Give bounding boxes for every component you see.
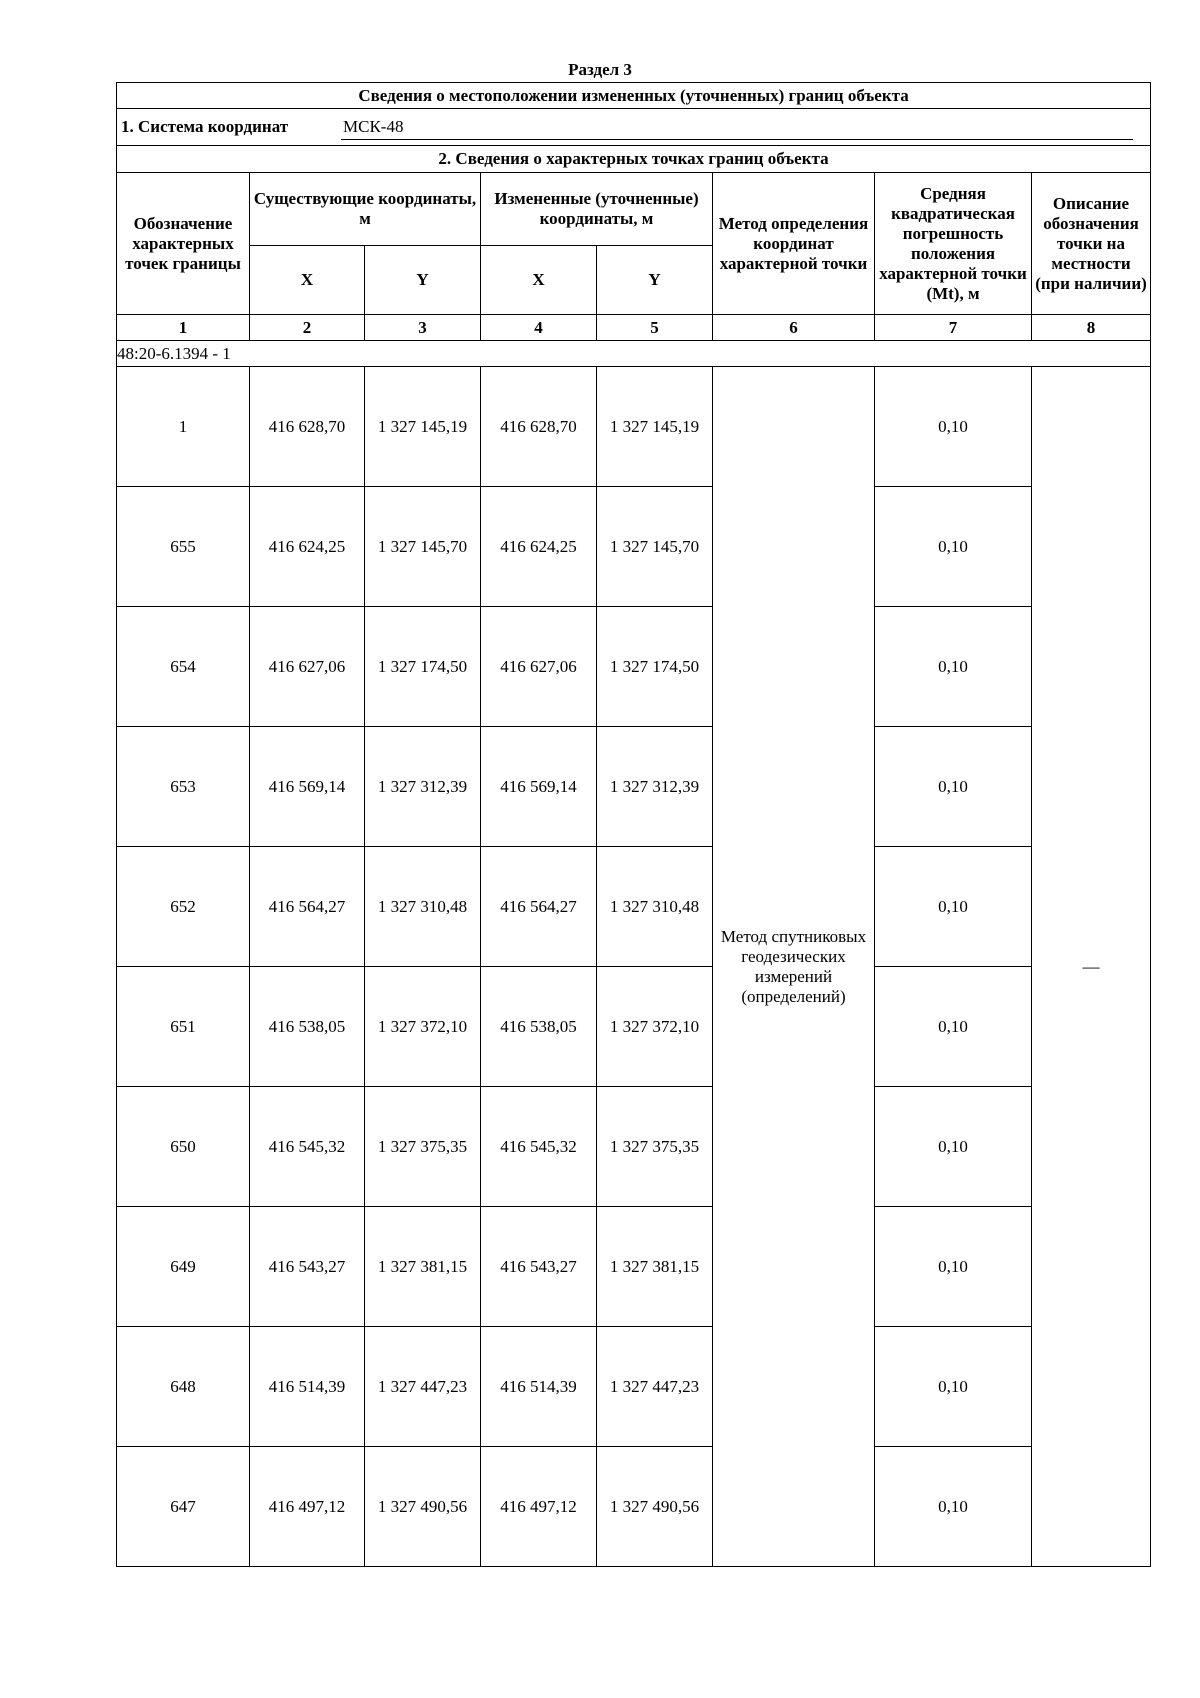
point-number: 651 [117,967,250,1087]
column-number: 3 [365,315,481,341]
point-number: 650 [117,1087,250,1207]
table-row [117,727,1151,847]
header-description: Описание обозначения точки на местности (при наличии) [1032,173,1151,315]
table-row [117,607,1151,727]
table-row [117,1327,1151,1447]
mse-value: 0,10 [875,607,1032,727]
mse-value: 0,10 [875,487,1032,607]
point-number: 647 [117,1447,250,1567]
changed-x: 416 497,12 [481,1447,597,1567]
changed-y: 1 327 372,10 [597,967,713,1087]
main-heading: Сведения о местоположении измененных (уточненных) границ объекта [117,83,1151,109]
existing-y: 1 327 375,35 [365,1087,481,1207]
header-changed-x: X [481,246,597,315]
changed-y: 1 327 375,35 [597,1087,713,1207]
header-changed-coords: Измененные (уточненные) координаты, м [481,173,713,246]
column-number: 6 [713,315,875,341]
mse-value: 0,10 [875,847,1032,967]
existing-x: 416 624,25 [250,487,365,607]
table-row [117,487,1151,607]
column-number: 8 [1032,315,1151,341]
description-cell: — [1032,367,1151,1567]
point-number: 654 [117,607,250,727]
existing-x: 416 538,05 [250,967,365,1087]
changed-y: 1 327 447,23 [597,1327,713,1447]
header-mse: Средняя квадратическая погрешность положения характерной точки (Mt), м [875,173,1032,315]
changed-y: 1 327 312,39 [597,727,713,847]
section-title: Раздел 3 [568,60,632,79]
coordinate-system-label: 1. Система координат [121,116,289,136]
existing-y: 1 327 372,10 [365,967,481,1087]
changed-x: 416 627,06 [481,607,597,727]
existing-y: 1 327 145,19 [365,367,481,487]
existing-x: 416 627,06 [250,607,365,727]
point-number: 655 [117,487,250,607]
header-changed-y: Y [597,246,713,315]
changed-y: 1 327 310,48 [597,847,713,967]
table-row [117,1207,1151,1327]
changed-x: 416 564,27 [481,847,597,967]
existing-y: 1 327 145,70 [365,487,481,607]
changed-y: 1 327 145,70 [597,487,713,607]
changed-y: 1 327 490,56 [597,1447,713,1567]
header-existing-coords: Существующие координаты, м [250,173,481,246]
method-cell: Метод спутниковых геодезических измерений (определений) [713,367,875,1567]
mse-value: 0,10 [875,727,1032,847]
mse-value: 0,10 [875,1087,1032,1207]
point-number: 1 [117,367,250,487]
existing-y: 1 327 381,15 [365,1207,481,1327]
changed-x: 416 624,25 [481,487,597,607]
header-point-designation: Обозначение характерных точек границы [117,173,250,315]
changed-y: 1 327 174,50 [597,607,713,727]
existing-x: 416 564,27 [250,847,365,967]
column-number: 1 [117,315,250,341]
table-row [117,367,1151,487]
existing-x: 416 514,39 [250,1327,365,1447]
coordinate-system-value: МСК-48 [341,115,1133,140]
existing-y: 1 327 312,39 [365,727,481,847]
column-number: 4 [481,315,597,341]
header-existing-y: Y [365,246,481,315]
changed-x: 416 628,70 [481,367,597,487]
changed-y: 1 327 381,15 [597,1207,713,1327]
existing-x: 416 628,70 [250,367,365,487]
existing-x: 416 545,32 [250,1087,365,1207]
column-number: 5 [597,315,713,341]
existing-y: 1 327 490,56 [365,1447,481,1567]
object-id: 48:20-6.1394 - 1 [117,341,1151,367]
existing-y: 1 327 310,48 [365,847,481,967]
existing-y: 1 327 447,23 [365,1327,481,1447]
changed-x: 416 545,32 [481,1087,597,1207]
mse-value: 0,10 [875,1207,1032,1327]
changed-x: 416 543,27 [481,1207,597,1327]
column-number: 2 [250,315,365,341]
mse-value: 0,10 [875,1447,1032,1567]
mse-value: 0,10 [875,1327,1032,1447]
changed-x: 416 538,05 [481,967,597,1087]
existing-x: 416 569,14 [250,727,365,847]
table-row [117,847,1151,967]
header-existing-x: X [250,246,365,315]
table-row [117,1447,1151,1567]
header-method: Метод определения координат характерной точки [713,173,875,315]
mse-value: 0,10 [875,367,1032,487]
column-number: 7 [875,315,1032,341]
mse-value: 0,10 [875,967,1032,1087]
table-row [117,1087,1151,1207]
existing-y: 1 327 174,50 [365,607,481,727]
table-row [117,967,1151,1087]
boundary-table [116,82,1151,1567]
point-number: 652 [117,847,250,967]
point-number: 649 [117,1207,250,1327]
coordinate-system-row [117,109,1151,146]
changed-x: 416 514,39 [481,1327,597,1447]
existing-x: 416 543,27 [250,1207,365,1327]
changed-y: 1 327 145,19 [597,367,713,487]
point-number: 648 [117,1327,250,1447]
point-number: 653 [117,727,250,847]
changed-x: 416 569,14 [481,727,597,847]
existing-x: 416 497,12 [250,1447,365,1567]
points-heading: 2. Сведения о характерных точках границ объекта [117,146,1151,173]
